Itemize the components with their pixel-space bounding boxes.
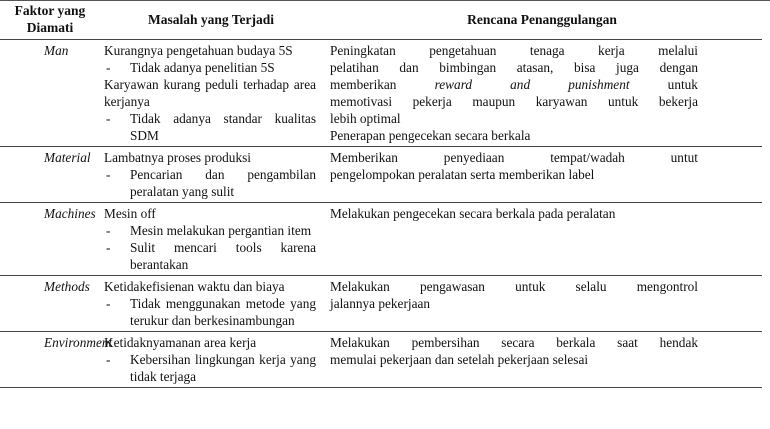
factor-cell: Methods [0,276,100,332]
factor-cell: Machines [0,203,100,276]
and-term: and [510,77,531,92]
plan-line: Melakukan pengawasan untuk selalu mengontrol [330,279,698,294]
bullet-text: Tidak adanya standar kualitas SDM [130,111,316,143]
table-row [0,332,762,388]
plan-line: Peningkatan pengetahuan tenaga kerja melalui [330,43,698,58]
table-row [0,276,762,332]
plan-line: lebih optimal [330,111,401,126]
problem-text: Ketidaknyamanan area kerja [104,335,257,350]
plan-cell [322,40,762,147]
plan-line: pengelompokan peralatan serta memberikan label [330,167,595,182]
plan-line: Melakukan pengecekan secara berkala pada peralatan [330,206,616,221]
reward-term: reward [434,77,473,92]
plan-cell [322,203,762,276]
plan-line: Penerapan pengecekan secara berkala [330,128,531,143]
header-factor: Faktor yang Diamati [0,1,100,40]
problem-text: Lambatnya proses produksi [104,150,251,165]
table-row [0,203,762,276]
problem-text: Mesin off [104,206,156,221]
problem-cell [100,332,322,388]
list-item: - Mesin melakukan pergantian item [104,222,316,239]
countermeasure-table [0,1,762,388]
list-item: - Tidak adanya penelitian 5S [104,59,316,76]
problem-text: Kurangnya pengetahuan budaya 5S [104,43,293,58]
plan-line: memotivasi pekerja maupun karyawan untuk bekerja [330,94,698,109]
bullet-text: Tidak adanya penelitian 5S [130,60,275,75]
factor-cell: Environment [0,332,100,388]
list-item: - Pencarian dan pengambilan peralatan yang sulit [106,167,316,199]
bullet-text: Pencarian dan pengambilan peralatan yang sulit [130,167,316,199]
table-row [0,147,762,203]
plan-cell [322,147,762,203]
bullet-text: Sulit mencari tools karena berantakan [130,240,316,272]
list-item: - Kebersihan lingkungan kerja yang tidak terjaga [106,352,316,384]
plan-cell [322,276,762,332]
header-problem: Masalah yang Terjadi [100,1,322,40]
header-plan: Rencana Penanggulangan [322,1,762,40]
problem-cell [100,203,322,276]
plan-line: jalannya pekerjaan [330,296,431,311]
factor-cell: Man [0,40,100,147]
plan-line: pelatihan dan bimbingan atasan, bisa juga dengan [330,60,698,75]
plan-line-emphasis: memberikan reward and punishment untuk [330,77,698,92]
punishment-term: punishment [568,77,630,92]
list-item: - Tidak menggunakan metode yang terukur dan berkesinambungan [106,296,316,328]
plan-line: Melakukan pembersihan secara berkala saat hendak [330,335,698,350]
list-item: - Tidak adanya standar kualitas SDM [106,111,316,143]
problem-text: Karyawan kurang peduli terhadap area kerjanya [104,77,316,109]
problem-cell [100,276,322,332]
plan-line: memulai pekerjaan dan setelah pekerjaan selesai [330,352,589,367]
problem-cell [100,147,322,203]
table-header-row [0,1,762,40]
table-row [0,40,762,147]
problem-text: Ketidakefisienan waktu dan biaya [104,279,285,294]
plan-cell [322,332,762,388]
bullet-text: Mesin melakukan pergantian item [130,223,312,238]
plan-line: Memberikan penyediaan tempat/wadah untut [330,150,698,165]
factor-cell: Material [0,147,100,203]
bullet-text: Tidak menggunakan metode yang terukur dan berkesinambungan [130,296,316,328]
list-item: - Sulit mencari tools karena berantakan [106,240,316,272]
bullet-text: Kebersihan lingkungan kerja yang tidak terjaga [130,352,316,384]
problem-cell [100,40,322,147]
